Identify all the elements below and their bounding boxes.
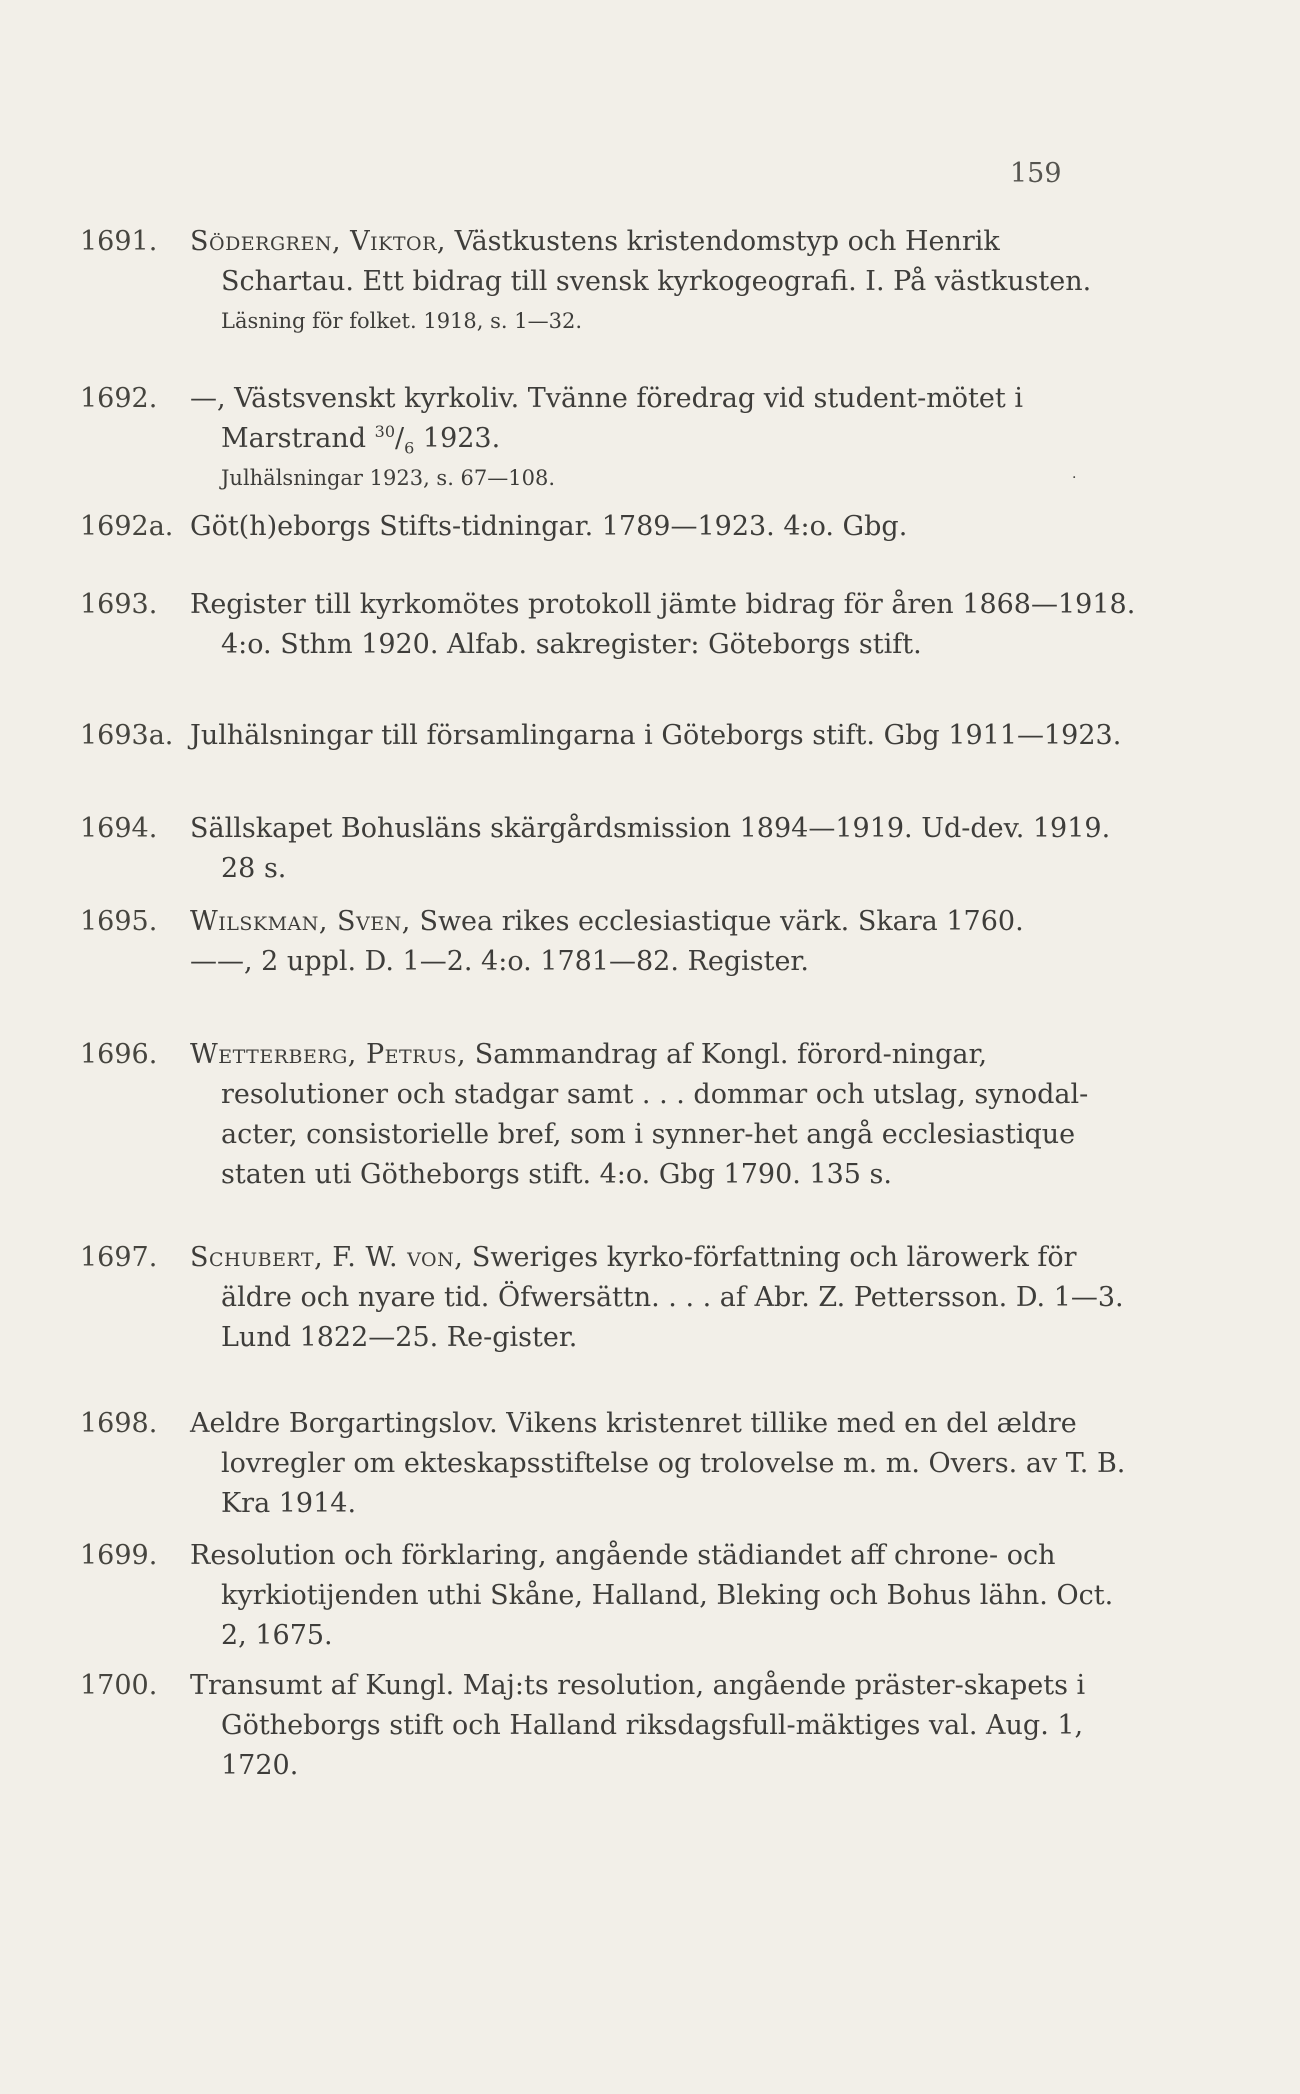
entry-title: Sammandrag af Kongl. förord-ningar, resolutioner och stadgar samt . . . dommar och utslag, synodal-acter, consistorielle bref, som i synner-het angå ecclesiastique staten uti Götheborgs stift. 4:o. Gbg 1790. 135 s. xyxy=(221,1039,1089,1190)
entry-text xyxy=(190,716,1141,756)
entry-title: Julhälsningar till församlingarna i Göteborgs stift. Gbg 1911—1923. xyxy=(190,720,1122,751)
page-number: 159 xyxy=(1010,158,1062,189)
entry-source-note: Julhälsningar 1923, s. 67—108. xyxy=(221,466,556,490)
entry-title: Aeldre Borgartingslov. Vikens kristenret tillike med en del ældre lovregler om ekteskapsstiftelse og trolovelse m. m. Overs. av T. B. Kra 1914. xyxy=(190,1408,1126,1519)
entry-number: 1693. xyxy=(80,589,158,620)
entry-number: 1699. xyxy=(80,1540,158,1571)
entry-number: 1697. xyxy=(80,1242,158,1273)
entry-title: Register till kyrkomötes protokoll jämte bidrag för åren 1868—1918. 4:o. Sthm 1920. Alfab. sakregister: Göteborgs stift. xyxy=(190,589,1136,660)
entry-title: Resolution och förklaring, angående städiandet aff chrone- och kyrkiotijenden uthi Skåne, Halland, Bleking och Bohus lähn. Oct. 2, 1675. xyxy=(190,1540,1114,1651)
entry-author: Wilskman, Sven, xyxy=(190,906,411,937)
entry-text xyxy=(190,1238,1141,1358)
entry-title: Transumt af Kungl. Maj:ts resolution, angående präster-skapets i Götheborgs stift och Halland riksdagsfull-mäktiges val. Aug. 1, 1720. xyxy=(190,1670,1086,1781)
entry-text xyxy=(190,809,1141,889)
entry-number: 1694. xyxy=(80,813,158,844)
entry-number: 1691. xyxy=(80,226,158,257)
entry-title: —, Västsvenskt kyrkoliv. Tvänne föredrag vid student-mötet i Marstrand xyxy=(190,383,1023,454)
entry-title: Sällskapet Bohusläns skärgårdsmission 1894—1919. Ud-dev. 1919. 28 s. xyxy=(190,813,1111,884)
entry-title: Västkustens kristendomstyp och Henrik Schartau. Ett bidrag till svensk kyrkogeografi. I. På västkusten. xyxy=(221,226,1092,297)
entry-title: Sweriges kyrko-författning och lärowerk för äldre och nyare tid. Öfwersättn. . . . af Abr. Z. Pettersson. D. 1—3. Lund 1822—25. Re-gister. xyxy=(221,1242,1124,1353)
entry-number: 1692. xyxy=(80,383,158,414)
entry-number: 1692a. xyxy=(80,511,174,542)
entry-year: 1923. xyxy=(422,423,501,454)
entry-author: Södergren, Viktor, xyxy=(190,226,446,257)
entry-second-edition: ——, 2 uppl. D. 1—2. 4:o. 1781—82. Register. xyxy=(190,946,809,977)
date-denominator: 6 xyxy=(404,438,415,458)
entry-title: Göt(h)eborgs Stifts-tidningar. 1789—1923. 4:o. Gbg. xyxy=(190,511,908,542)
entry-author: Wetterberg, Petrus, xyxy=(190,1039,467,1070)
entry-number: 1698. xyxy=(80,1408,158,1439)
entry-text xyxy=(190,222,1141,340)
entry-number: 1700. xyxy=(80,1670,158,1701)
entry-text xyxy=(190,507,1141,547)
entry-text xyxy=(190,585,1141,665)
entry-text xyxy=(190,902,1141,982)
entry-title: Swea rikes ecclesiastique värk. Skara 1760. xyxy=(419,906,1024,937)
entry-number: 1693a. xyxy=(80,720,174,751)
entry-text xyxy=(190,1035,1141,1195)
entry-text xyxy=(190,1404,1141,1524)
entry-author: Schubert, F. W. von, xyxy=(190,1242,464,1273)
entry-number: 1695. xyxy=(80,906,158,937)
entry-text xyxy=(190,1536,1141,1656)
entry-text: —, Västsvenskt kyrkoliv. Tvänne föredrag vid student-mötet i Marstrand $^{30}/_6$ 1923. Julhälsningar 1923, s. 67—108. xyxy=(190,379,1141,497)
date-numerator: 30 xyxy=(374,422,395,441)
entry-number: 1696. xyxy=(80,1039,158,1070)
entry-source-note: Läsning för folket. 1918, s. 1—32. xyxy=(221,309,583,333)
speck: · xyxy=(1072,470,1077,486)
entry-text xyxy=(190,1666,1141,1786)
